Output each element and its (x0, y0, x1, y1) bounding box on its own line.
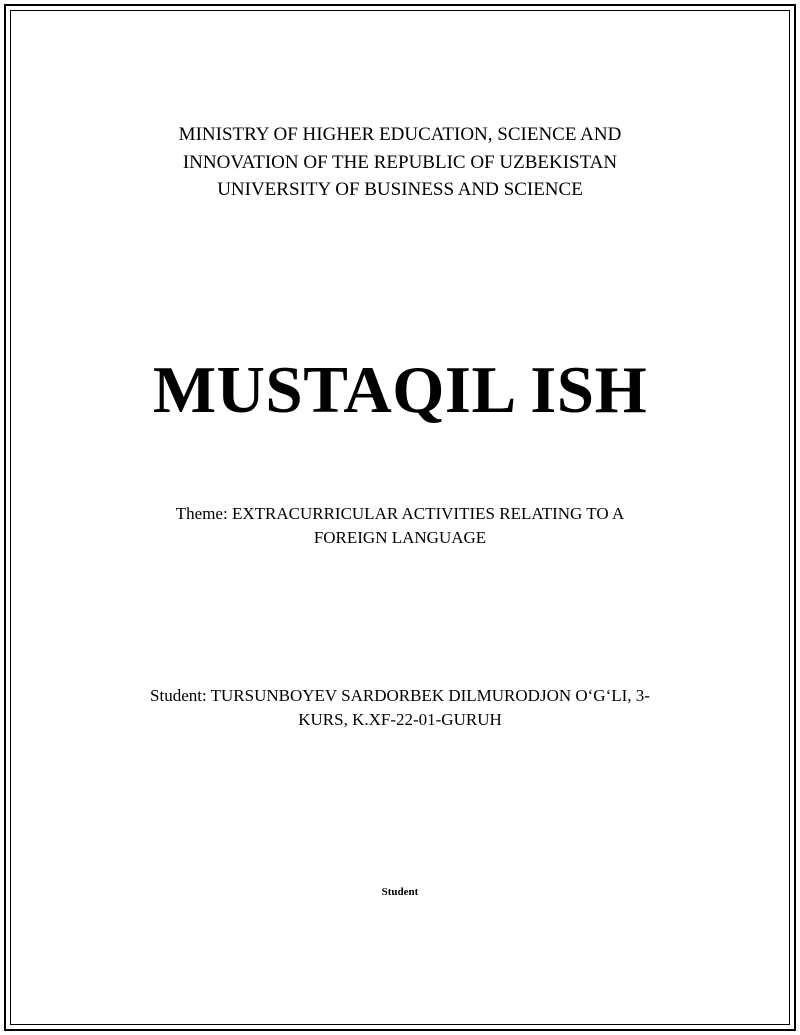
footer-student-label: Student (381, 886, 419, 898)
student-info (0, 684, 800, 732)
document-title: MUSTAQIL ISH (152, 353, 648, 427)
institution-header-line-3: UNIVERSITY OF BUSINESS AND SCIENCE (217, 179, 583, 200)
institution-header-line-1: MINISTRY OF HIGHER EDUCATION, SCIENCE AND (178, 124, 622, 145)
theme-statement (0, 502, 800, 550)
institution-header (0, 121, 800, 204)
student-line-1: Student: TURSUNBOYEV SARDORBEK DILMURODJON O‘G‘LI, 3- (150, 686, 650, 705)
theme-line-1: Theme: EXTRACURRICULAR ACTIVITIES RELATING TO A (175, 504, 625, 523)
student-line-2: KURS, K.XF-22-01-GURUH (298, 710, 502, 729)
theme-line-2: FOREIGN LANGUAGE (313, 528, 487, 547)
institution-header-line-2: INNOVATION OF THE REPUBLIC OF UZBEKISTAN (182, 151, 618, 173)
